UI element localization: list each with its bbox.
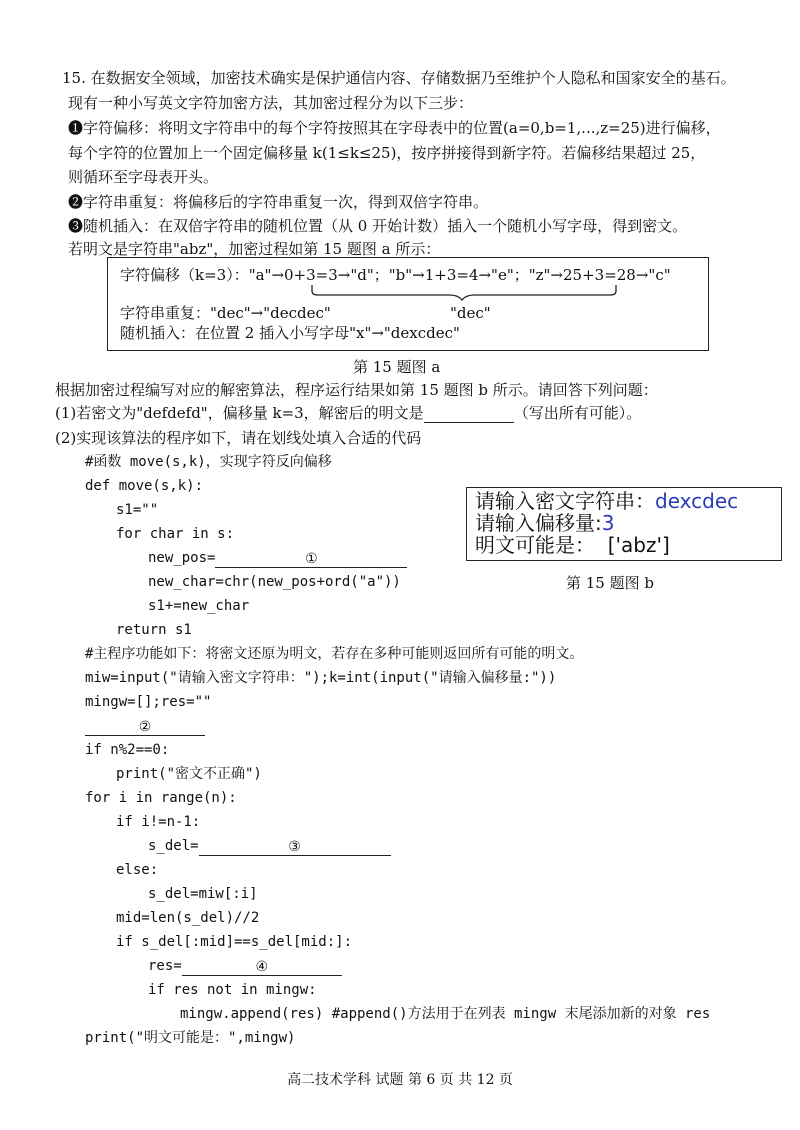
step2-text: 字符串重复：将偏移后的字符串重复一次，得到双倍字符串。	[83, 193, 489, 211]
step3-text: 随机插入：在双倍字符串的随机位置（从 0 开始计数）插入一个随机小写字母，得到密文。	[83, 217, 688, 235]
page-footer: 高二技术学科 试题 第 6 页 共 12 页	[287, 1072, 513, 1088]
figure-a-line-3: 随机插入：在位置 2 插入小写字母"x"→"dexcdec"	[120, 324, 460, 342]
code-line-20: mid=len(s_del)//2	[116, 910, 260, 926]
code-line-9: #主程序功能如下：将密文还原为明文，若存在多种可能则返回所有可能的明文。	[85, 646, 584, 662]
console-row-1	[475, 490, 738, 512]
q1-line	[55, 403, 641, 423]
blank-3-label: ③	[288, 839, 301, 855]
res-code: res=	[148, 958, 182, 974]
example-line: 若明文是字符串"abz"，加密过程如第 15 题图 a 所示：	[68, 240, 441, 258]
blank-2-label: ②	[138, 719, 152, 735]
code-line-12	[85, 716, 205, 736]
code-line-15: for i in range(n):	[85, 790, 237, 806]
step1-marker: ❶	[68, 119, 84, 137]
step1-line-2: 每个字符的位置加上一个固定偏移量 k(1≤k≤25)，按序拼接得到新字符。若偏移结果超过 25，	[68, 144, 706, 162]
code-line-16: if i!=n-1:	[116, 814, 201, 830]
code-line-23: if res not in mingw:	[148, 982, 317, 998]
step1-line-1	[68, 118, 721, 138]
after-figure-line: 根据加密过程编写对应的解密算法，程序运行结果如第 15 题图 b 所示。请回答下列问题：	[55, 381, 658, 399]
q1-suffix: （写出所有可能）。	[513, 404, 642, 422]
console-row-2	[475, 512, 614, 534]
new-pos-code: new_pos=	[148, 550, 216, 566]
q2-line: (2)实现该算法的程序如下，请在划线处填入合适的代码	[55, 429, 422, 447]
console-row-3-value: ['abz']	[607, 533, 670, 557]
figure-a-brace-label: "dec"	[450, 304, 491, 322]
step3-marker: ❸	[68, 217, 84, 235]
figure-b-caption: 第 15 题图 b	[566, 574, 654, 592]
blank-4[interactable]	[182, 957, 342, 976]
step1-line-3: 则循环至字母表开头。	[68, 168, 219, 186]
step2-marker: ❷	[68, 193, 84, 211]
blank-2[interactable]	[85, 717, 205, 736]
console-row-3-label: 明文可能是：	[475, 533, 595, 557]
code-line-25: print("明文可能是：",mingw)	[85, 1030, 296, 1046]
intro-line-2: 现有一种小写英文字符加密方法，其加密过程分为以下三步：	[68, 94, 474, 112]
console-row-1-label: 请输入密文字符串：	[475, 489, 655, 513]
code-line-1: #函数 move(s,k)，实现字符反向偏移	[85, 454, 332, 470]
blank-4-label: ④	[255, 959, 268, 975]
code-line-19: s_del=miw[:i]	[148, 886, 258, 902]
code-line-18: else:	[116, 862, 159, 878]
code-line-11: mingw=[];res=""	[85, 694, 212, 710]
code-line-22	[148, 956, 342, 976]
console-row-2-label: 请输入偏移量:	[475, 511, 602, 535]
figure-b-console	[466, 487, 782, 561]
step1-text: 字符偏移：将明文字符串中的每个字符按照其在字母表中的位置(a=0,b=1,...,z=25)进行偏移，	[83, 119, 721, 137]
code-line-5	[148, 548, 407, 568]
console-row-2-value: 3	[601, 511, 615, 535]
intro-line-1: 15. 在数据安全领域，加密技术确实是保护通信内容、存储数据乃至维护个人隐私和国家安全的基石。	[62, 69, 736, 87]
blank-1[interactable]	[215, 549, 407, 568]
code-line-24: mingw.append(res) #append()方法用于在列表 mingw 末尾添加新的对象 res	[180, 1006, 711, 1022]
figure-a-caption: 第 15 题图 a	[353, 358, 441, 376]
figure-a-brace	[300, 283, 630, 301]
q1-text: (1)若密文为"defdefd"，偏移量 k=3，解密后的明文是	[55, 404, 424, 422]
step2-line	[68, 192, 488, 212]
s-del-code: s_del=	[148, 838, 199, 854]
code-line-13: if n%2==0:	[85, 742, 170, 758]
step3-line	[68, 216, 687, 236]
code-line-10: miw=input("请输入密文字符串：");k=int(input("请输入偏移量:"))	[85, 670, 557, 686]
code-line-3: s1=""	[116, 502, 159, 518]
console-row-1-value: dexcdec	[655, 489, 739, 513]
figure-a-line-2: 字符串重复："dec"→"decdec"	[120, 304, 331, 322]
code-line-7: s1+=new_char	[148, 598, 250, 614]
code-line-17	[148, 836, 391, 856]
code-line-8: return s1	[116, 622, 192, 638]
figure-a-line-1: 字符偏移（k=3）："a"→0+3=3→"d"；"b"→1+3=4→"e"；"z"→25+3=28→"c"	[120, 266, 671, 284]
blank-1-label: ①	[305, 551, 318, 567]
code-line-2: def move(s,k):	[85, 478, 204, 494]
code-line-4: for char in s:	[116, 526, 235, 542]
code-line-14: print("密文不正确")	[116, 766, 262, 782]
blank-3[interactable]	[199, 837, 391, 856]
q1-answer-blank[interactable]	[424, 404, 514, 423]
code-line-21: if s_del[:mid]==s_del[mid:]:	[116, 934, 353, 950]
console-row-3	[475, 534, 670, 556]
code-line-6: new_char=chr(new_pos+ord("a"))	[148, 574, 401, 590]
